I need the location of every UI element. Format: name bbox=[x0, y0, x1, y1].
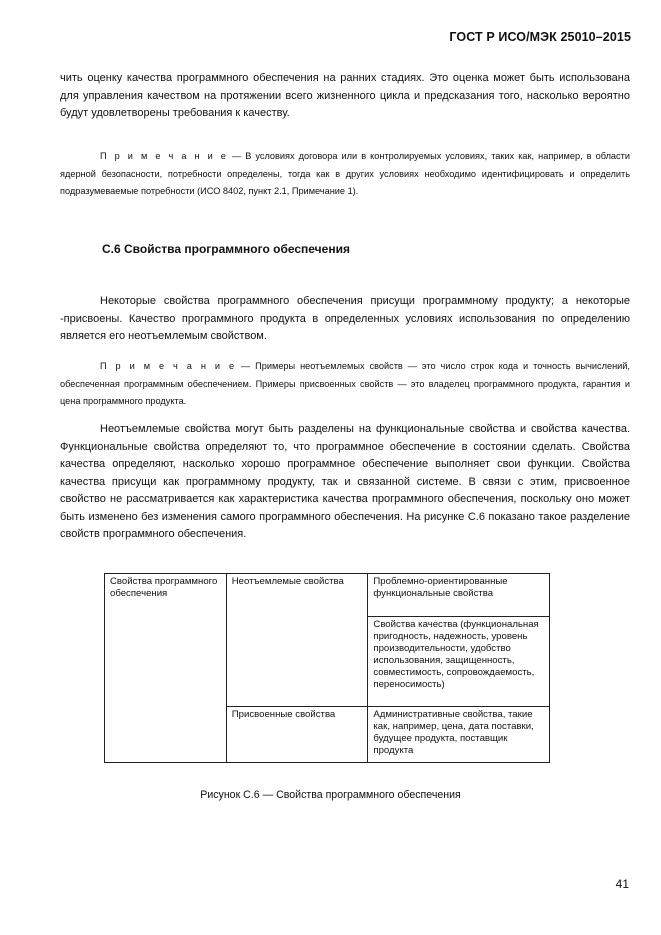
note-1-label: П р и м е ч а н и е bbox=[100, 151, 228, 161]
paragraph-properties: Некоторые свойства программного обеспечения присущи программному продукту; а некоторые -присвоены. Качество программного продукта в определенных условиях использования по определению является его неотъемлемым свойством. bbox=[60, 295, 630, 342]
paragraph-intro: чить оценку качества программного обеспечения на ранних стадиях. Это оценка может быть использована для управления качеством на протяжении всего жизненного цикла и предсказания того, насколько вероятно будут удовлетворены требования к качеству. bbox=[60, 72, 630, 119]
section-title: С.6 Свойства программного обеспечения bbox=[102, 242, 350, 256]
paragraph-inherent: Неотъемлемые свойства могут быть разделены на функциональные свойства и свойства качества. Функциональные свойства определяют то, что программное обеспечение в состоянии сделать. Свойства качества определяют, насколько хорошо программное обеспечение выполняет свои функции. Свойства качества присущи как программному продукту, так и связанной системе. В связи с этим, присвоенное свойство не рассматривается как характеристика качества программного обеспечения, поскольку оно может быть изменено без изменения самого программного обеспечения. На рисунке С.6 показано такое разделение свойств программного обеспечения. bbox=[60, 423, 630, 540]
cell-software-properties: Свойства программного обеспечения bbox=[105, 574, 227, 763]
cell-administrative-properties: Административные свойства, такие как, например, цена, дата поставки, будущее продукта, поставщик продукта bbox=[368, 707, 550, 763]
note-2 bbox=[60, 358, 630, 411]
standard-header: ГОСТ Р ИСО/МЭК 25010–2015 bbox=[449, 30, 631, 44]
cell-functional-properties: Проблемно-ориентированные функциональные свойства bbox=[368, 574, 550, 617]
figure-caption: Рисунок С.6 — Свойства программного обеспечения bbox=[200, 789, 461, 801]
software-properties-figure bbox=[104, 573, 550, 763]
note-1-text: — В условиях договора или в контролируемых условиях, таких как, например, в области ядерной безопасности, потребности определены, тогда как в других условиях необходимо идентифицировать и определить подразумеваемые потребности (ИСО 8402, пункт 2.1, Примечание 1). bbox=[60, 151, 630, 196]
cell-inherent-properties: Неотъемлемые свойства bbox=[226, 574, 368, 707]
cell-assigned-properties: Присвоенные свойства bbox=[226, 707, 368, 763]
note-2-label: П р и м е ч а н и е bbox=[100, 361, 237, 371]
note-1 bbox=[60, 148, 630, 201]
cell-quality-properties: Свойства качества (функциональная пригодность, надежность, уровень производительности, удобство использования, защищенность, совместимость, сопровождаемость, переносимость) bbox=[368, 617, 550, 707]
note-2-text: — Примеры неотъемлемых свойств — это число строк кода и точность вычислений, обеспеченная программным обеспечением. Примеры присвоенных свойств — это владелец программного продукта, гарантия и цена программного продукта. bbox=[60, 361, 630, 406]
page-number: 41 bbox=[615, 877, 629, 891]
